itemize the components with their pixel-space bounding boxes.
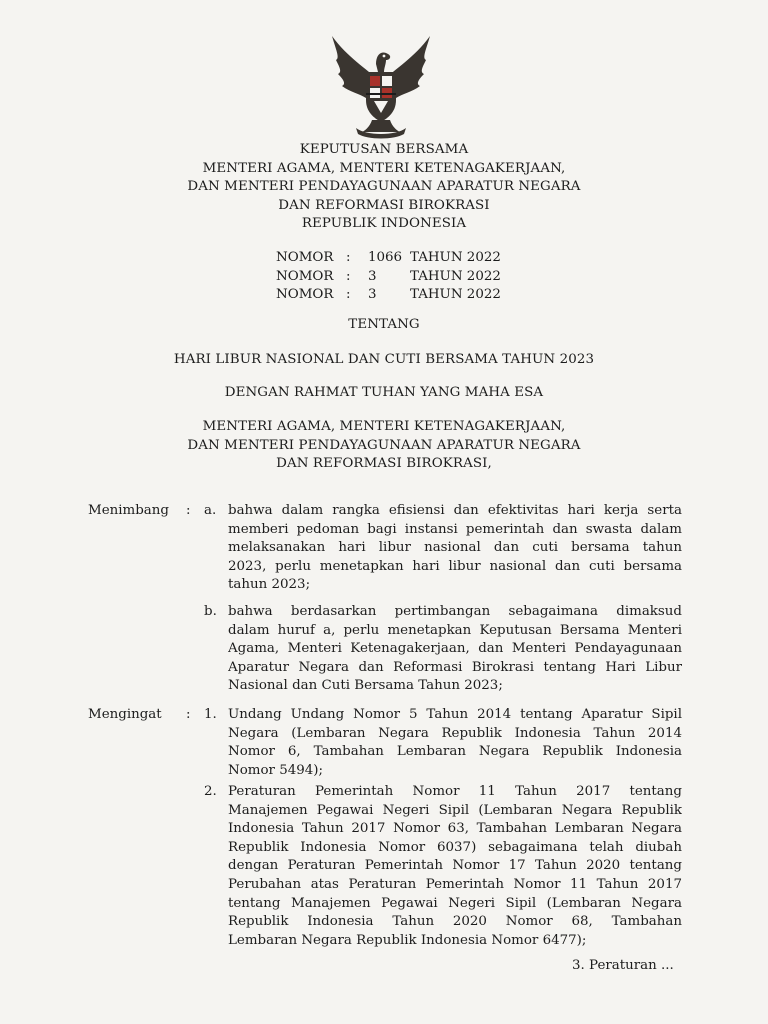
rahmat-text: DENGAN RAHMAT TUHAN YANG MAHA ESA <box>224 385 544 400</box>
nomor-row <box>276 268 501 287</box>
text-line: Negara (Lembaran Negara Republik Indonesia Tahun 2014 <box>228 725 682 741</box>
nomor-list <box>276 249 501 305</box>
text-line: Peraturan Pemerintah Nomor 11 Tahun 2017 tentang <box>228 784 682 799</box>
text-line: Nomor 5494); <box>228 762 324 778</box>
text-line: Agama, Menteri Ketenagakerjaan, dan Menteri Pendayagunaan <box>228 641 682 657</box>
nomor-year: TAHUN 2022 <box>410 250 501 265</box>
mengingat-item-2 <box>228 783 682 950</box>
nomor-row <box>276 286 501 305</box>
subject-heading <box>0 351 768 370</box>
text-line: tentang Manajemen Pegawai Negeri Sipil (Lembaran Negara <box>228 895 682 911</box>
title-line: REPUBLIK INDONESIA <box>301 216 467 231</box>
mengingat-colon: : <box>186 707 191 722</box>
text-line: Republik Indonesia Nomor 6037) sebagaimana telah diubah <box>228 839 682 855</box>
title-line: MENTERI AGAMA, MENTERI KETENAGAKERJAAN, <box>202 160 566 176</box>
tentang-heading <box>0 316 768 335</box>
nomor-colon: : <box>346 250 351 265</box>
nomor-year: TAHUN 2022 <box>410 287 501 302</box>
nomor-year: TAHUN 2022 <box>410 268 501 284</box>
rahmat-heading <box>0 384 768 403</box>
nomor-colon: : <box>346 268 351 284</box>
page-continuation: 3. Peraturan ... <box>572 958 674 973</box>
item-marker: a. <box>204 503 217 518</box>
text-line: Nasional dan Cuti Bersama Tahun 2023; <box>228 678 503 694</box>
nomor-number: 1066 <box>368 250 403 265</box>
nomor-label: NOMOR <box>276 287 334 302</box>
nomor-number: 3 <box>368 268 377 284</box>
document-title <box>0 141 768 234</box>
text-line: Indonesia Tahun 2017 Nomor 63, Tambahan Lembaran Negara <box>228 821 682 837</box>
text-line: Aparatur Negara dan Reformasi Birokrasi tentang Hari Libur <box>228 659 682 675</box>
text-line: Manajemen Pegawai Negeri Sipil (Lembaran Negara Republik <box>228 802 682 818</box>
nomor-label: NOMOR <box>276 268 334 284</box>
text-line: tahun 2023; <box>228 577 311 593</box>
title-line: DAN MENTERI PENDAYAGUNAAN APARATUR NEGARA <box>187 179 581 194</box>
text-line: Nomor 6, Tambahan Lembaran Negara Republik Indonesia <box>228 744 682 760</box>
title-line: KEPUTUSAN BERSAMA <box>299 142 469 157</box>
minister-line: DAN MENTERI PENDAYAGUNAAN APARATUR NEGARA <box>187 437 581 453</box>
garuda-emblem-icon <box>326 28 436 140</box>
title-line: DAN REFORMASI BIROKRASI <box>278 197 490 213</box>
text-line: bahwa dalam rangka efisiensi dan efektivitas hari kerja serta <box>228 503 682 518</box>
nomor-colon: : <box>346 287 351 302</box>
menimbang-label: Menimbang <box>88 503 169 518</box>
text-line: Republik Indonesia Tahun 2020 Nomor 68, Tambahan <box>228 914 682 930</box>
mengingat-item-1 <box>228 706 682 780</box>
ministers-heading <box>0 418 768 474</box>
item-marker: 2. <box>204 784 217 799</box>
text-line: Lembaran Negara Republik Indonesia Nomor 6477); <box>228 932 587 948</box>
nomor-label: NOMOR <box>276 250 334 265</box>
text-line: Undang Undang Nomor 5 Tahun 2014 tentang Aparatur Sipil <box>228 707 682 722</box>
text-line: 2023, perlu menetapkan hari libur nasional dan cuti bersama <box>228 558 682 574</box>
item-marker: 1. <box>204 707 217 722</box>
nomor-number: 3 <box>368 287 377 302</box>
text-line: Perubahan atas Peraturan Pemerintah Nomor 11 Tahun 2017 <box>228 876 682 892</box>
text-line: bahwa berdasarkan pertimbangan sebagaimana dimaksud <box>228 604 682 619</box>
subject-text: HARI LIBUR NASIONAL DAN CUTI BERSAMA TAHUN 2023 <box>173 352 595 367</box>
mengingat-label: Mengingat <box>88 707 162 722</box>
menimbang-item-b <box>228 603 682 696</box>
minister-line: MENTERI AGAMA, MENTERI KETENAGAKERJAAN, <box>202 419 566 434</box>
text-line: memberi pedoman bagi instansi pemerintah dan swasta dalam <box>228 521 682 537</box>
menimbang-colon: : <box>186 503 191 518</box>
menimbang-item-a <box>228 502 682 595</box>
text-line: melaksanakan hari libur nasional dan cuti bersama tahun <box>228 540 682 556</box>
tentang-text: TENTANG <box>348 317 420 332</box>
text-line: dengan Peraturan Pemerintah Nomor 17 Tahun 2020 tentang <box>228 858 682 874</box>
item-marker: b. <box>204 604 217 619</box>
text-line: dalam huruf a, perlu menetapkan Keputusan Bersama Menteri <box>228 622 682 638</box>
nomor-row <box>276 249 501 268</box>
minister-line: DAN REFORMASI BIROKRASI, <box>276 456 492 471</box>
